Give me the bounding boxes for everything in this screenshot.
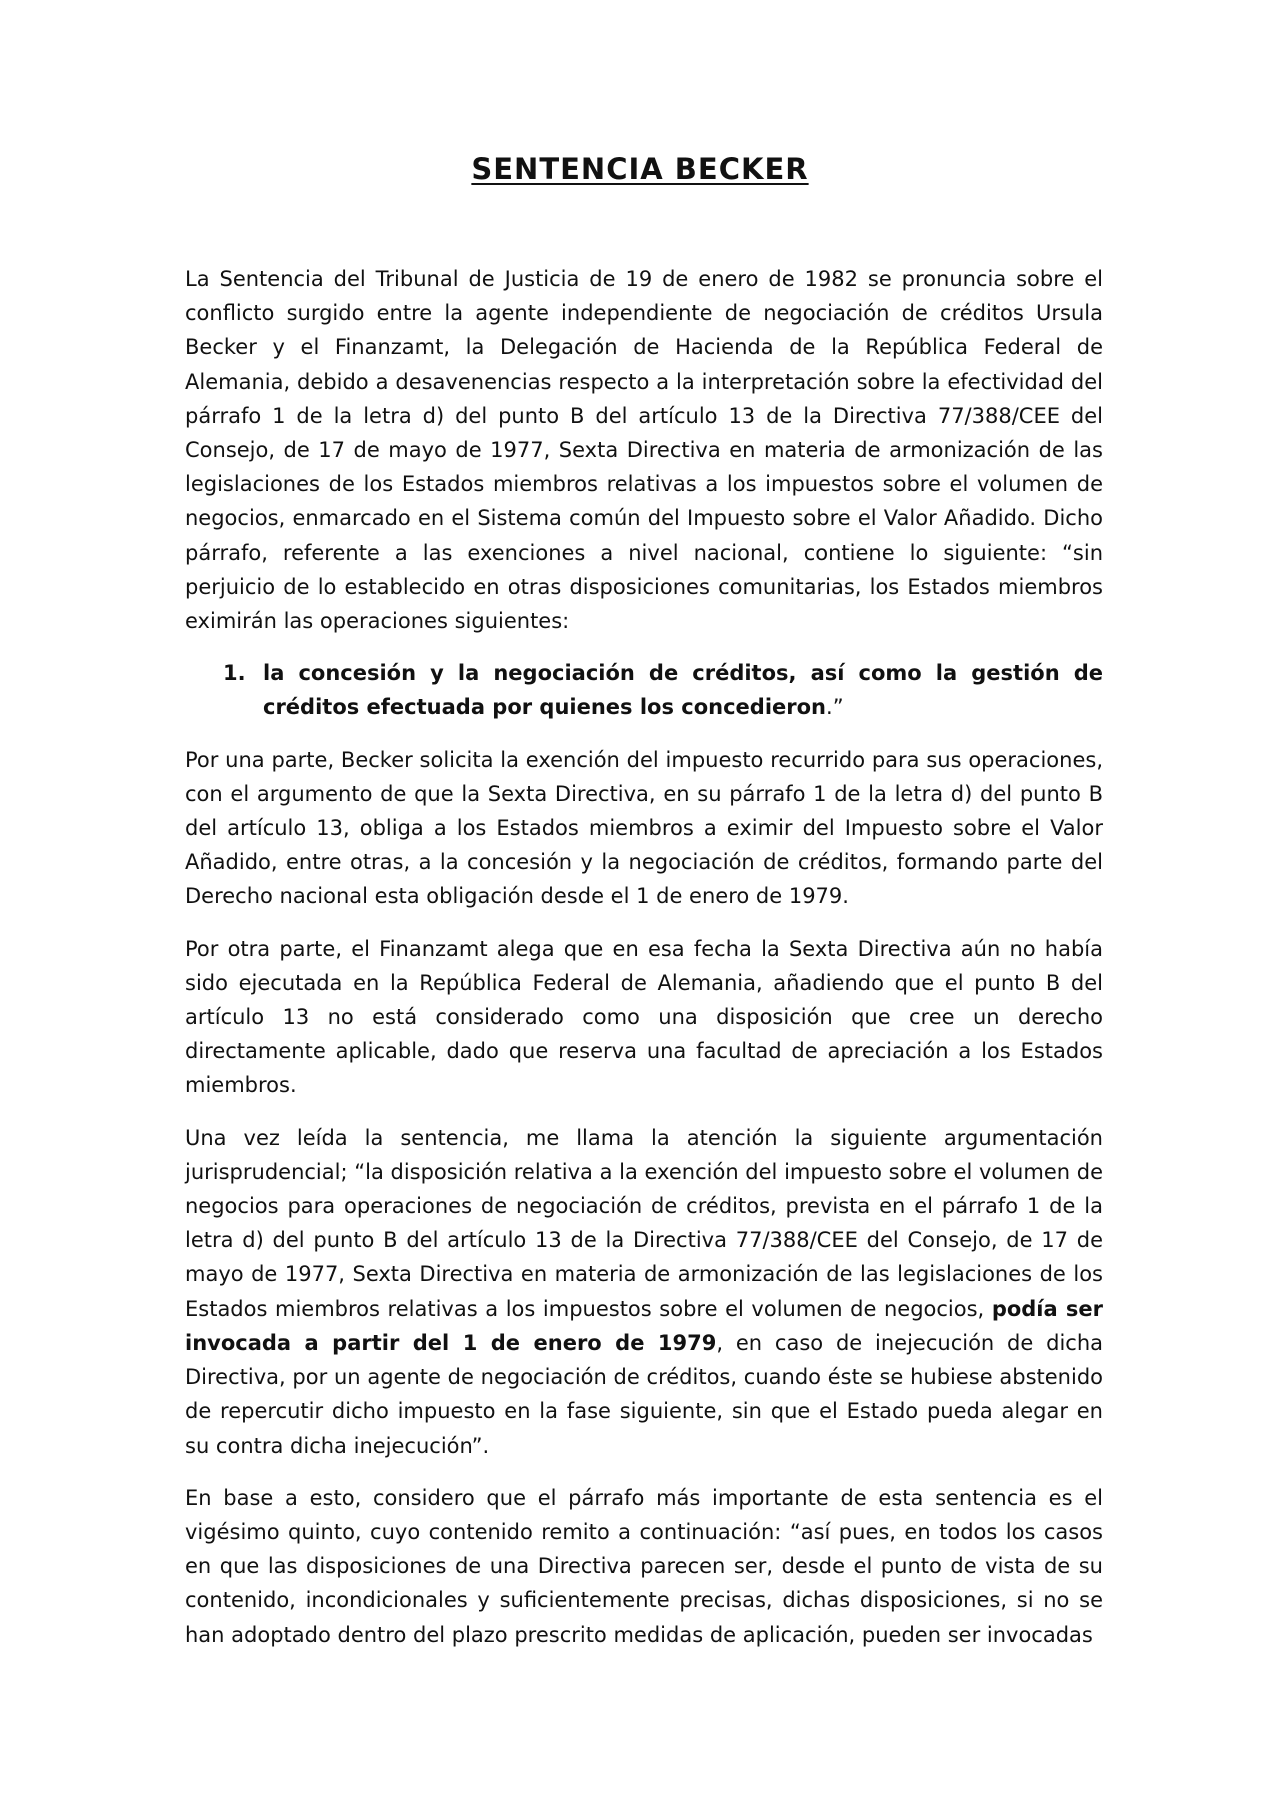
numbered-list-item: [185, 656, 1103, 724]
list-item-bold-text: la concesión y la negociación de créditos, así como la gestión de créditos efectuada por quienes los concedieron: [263, 661, 1103, 720]
paragraph-becker-argument: Por una parte, Becker solicita la exención del impuesto recurrido para sus operaciones, con el argumento de que la Sexta Directiva, en su párrafo 1 de la letra d) del punto B del artículo 13, obliga a los Estados miembros a eximir del Impuesto sobre el Valor Añadido, entre otras, a la concesión y la negociación de créditos, formando parte del Derecho nacional esta obligación desde el 1 de enero de 1979.: [185, 747, 1103, 909]
document-title: SENTENCIA BECKER: [471, 152, 809, 186]
paragraph-jurisprudence: [185, 1121, 1103, 1463]
document-body: [185, 262, 1103, 1670]
paragraph-finanzamt-argument: Por otra parte, el Finanzamt alega que en esa fecha la Sexta Directiva aún no había sido ejecutada en la República Federal de Alemania, añadiendo que el punto B del artículo 13 no está considerado como una disposición que cree un derecho directamente aplicable, dado que reserva una facultad de apreciación a los Estados miembros.: [185, 936, 1103, 1098]
paragraph-conclusion: En base a esto, considero que el párrafo más importante de esta sentencia es el vigésimo quinto, cuyo contenido remito a continuación: “así pues, en todos los casos en que las disposiciones de una Directiva parecen ser, desde el punto de vista de su contenido, incondicionales y suficientemente precisas, dichas disposiciones, si no se han adoptado dentro del plazo prescrito medidas de aplicación, pueden ser invocadas: [185, 1485, 1103, 1647]
paragraph-intro: La Sentencia del Tribunal de Justicia de 19 de enero de 1982 se pronuncia sobre el conflicto surgido entre la agente independiente de negociación de créditos Ursula Becker y el Finanzamt, la Delegación de Hacienda de la República Federal de Alemania, debido a desavenencias respecto a la interpretación sobre la efectividad del párrafo 1 de la letra d) del punto B del artículo 13 de la Directiva 77/388/CEE del Consejo, de 17 de mayo de 1977, Sexta Directiva en materia de armonización de las legislaciones de los Estados miembros relativas a los impuestos sobre el volumen de negocios, enmarcado en el Sistema común del Impuesto sobre el Valor Añadido. Dicho párrafo, referente a las exenciones a nivel nacional, contiene lo siguiente: “sin perjuicio de lo establecido en otras disposiciones comunitarias, los Estados miembros eximirán las operaciones siguientes:: [185, 267, 1103, 634]
list-number: 1.: [223, 661, 246, 686]
jurisprudence-bold-text: podía ser invocada a partir del 1 de enero de 1979: [185, 1296, 1103, 1355]
jurisprudence-text-part2: , en caso de inejecución de dicha Directiva, por un agente de negociación de créditos, cuando éste se hubiese abstenido de repercutir dicho impuesto en la fase siguiente, sin que el Estado pueda alegar en su contra dicha inejecución”.: [185, 1330, 1104, 1458]
jurisprudence-text-part1: Una vez leída la sentencia, me llama la atención la siguiente argumentación jurisprudencial; “la disposición relativa a la exención del impuesto sobre el volumen de negocios para operaciones de negociación de créditos, prevista en el párrafo 1 de la letra d) del punto B del artículo 13 de la Directiva 77/388/CEE del Consejo, de 17 de mayo de 1977, Sexta Directiva en materia de armonización de las legislaciones de los Estados miembros relativas a los impuestos sobre el volumen de negocios,: [185, 1125, 1103, 1321]
list-item-trailing-text: .”: [826, 695, 844, 720]
